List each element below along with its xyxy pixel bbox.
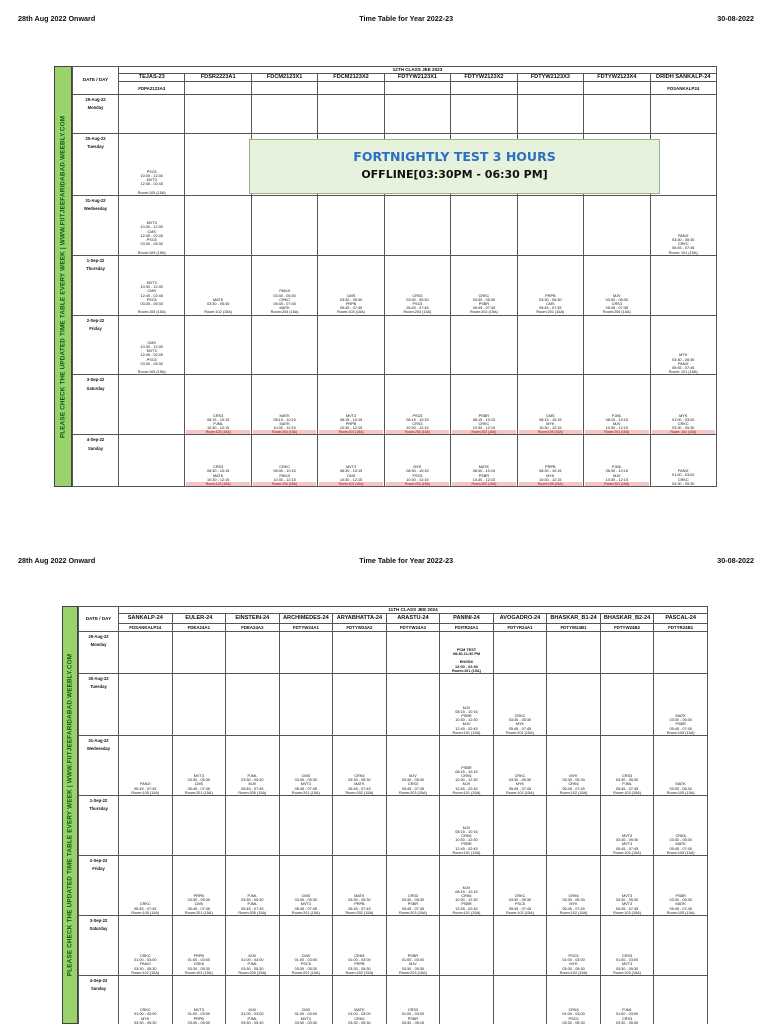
schedule-cell: CMS 01:00 - 03:00 MVT3 03:30 - 05:30 [279,976,333,1024]
corner-label: DATE / DAY [73,67,119,95]
column-header: FDTYW2123X3 [517,74,583,82]
schedule-cell: CRS3 03:30 - 05:30 PSBR 05:45 - 07:45 Room:203 (15A) [386,856,440,916]
day-cell [73,195,119,255]
day-name: Thursday [89,806,108,812]
batch-code [584,82,650,94]
batch-code: FDSANKALP24 [650,82,717,94]
schedule-cell: MYK 01:00 - 03:00 CRKC 03:30 - 05:30 Room: 101 (15A) [650,375,717,435]
schedule-cell [119,796,173,856]
batch-code: FDTYW24B1 [547,624,601,632]
day-name: Friday [92,866,105,872]
schedule-cell [318,315,384,375]
column-header-row [79,614,708,624]
day-date: 2-Sep-22 [86,317,105,323]
column-header: FDSR2223A1 [185,74,251,82]
schedule-cell [650,255,717,315]
column-header: FDTYW2123X2 [451,74,517,82]
schedule-cell [384,315,450,375]
batch-code: FDTYR24A1 [493,624,547,632]
batch-code: FDTYW24A1 [279,624,333,632]
batch-code-row [79,624,708,632]
day-cell [79,796,119,856]
sheet-title: 12TH CLASS JEE 2023 [119,67,717,74]
schedule-cell [493,916,547,976]
day-cell [73,255,119,315]
schedule-cell: MVT3 01:00 - 03:00 PRPB 03:30 - 05:30 [172,976,226,1024]
schedule-cell: MJV 01:00 - 03:00 PJML 03:30 - 05:30 Room:205 (15A) [226,916,280,976]
column-header: PANINI-24 [440,614,494,624]
header-right: 30-08-2022 [717,14,754,23]
day-name: Tuesday [90,684,107,690]
column-header: ARCHIMEDES-24 [279,614,333,624]
column-header: FDTYW2123X1 [384,74,450,82]
schedule-cell: MJV 08:15 - 10:15 PSBR 10:30 - 12:30 MJV 12:45 - 02:45 Room:101 (15A) [440,674,494,736]
room-label: Room:201 (15A) [585,430,648,434]
schedule-cell [318,94,384,133]
schedule-cell: MJV 08:15 - 10:15 CRK6 10:30 - 12:30 PSBR 12:45 - 02:45 Room:101 (15A) [440,796,494,856]
schedule-cell [517,315,583,375]
timetable-11th [78,606,708,1024]
day-date: 29-Aug-22 [88,634,109,639]
schedule-cell [318,195,384,255]
schedule-cell: PRPB 03:30 - 05:30 CMS 05:45 - 07:45 Room:201 (15A) [517,255,583,315]
day-date: 3-Sep-22 [86,377,105,383]
corner-label: DATE / DAY [79,607,119,632]
side-text-2: PLEASE CHECK THE UPDATED TIME TABLE EVERY WEEK | WWW.FIITJEEFARIDABAD.WEEBLY.COM [66,653,74,977]
day-cell [73,435,119,487]
schedule-cell: PSC5 01:00 - 03:00 MYK 03:30 - 05:30 Room:102 (15A) [547,916,601,976]
schedule-cell: CRS3 01:00 - 03:00 MVT3 03:30 - 05:30 Room:103 (15A) [600,916,654,976]
room-label: Room:201 (15A) [585,482,648,486]
schedule-cell: PANJI 05:45 - 07:45 Room:105 (15A) [119,736,173,796]
schedule-cell [386,796,440,856]
batch-code [517,82,583,94]
schedule-cell [185,195,251,255]
day-name: Monday [90,642,107,648]
side-banner-2 [62,606,78,1024]
day-name: Saturday [89,926,108,932]
schedule-cell: CRKC 05:45 - 07:45 Room:105 (15A) [119,856,173,916]
schedule-cell: MATK 03:30 - 05:30 Room:105 (15A) [654,736,708,796]
day-name: Wednesday [83,206,108,212]
batch-code: FDTYW24A2 [333,624,387,632]
schedule-cell [451,195,517,255]
schedule-cell [584,315,650,375]
batch-code: FDTYR24B1 [654,624,708,632]
day-cell [73,375,119,435]
schedule-cell: PANJI 01:00 - 03:00 CRKC 03:30 - 05:30 [650,435,717,487]
schedule-cell [451,94,517,133]
schedule-cell: PJML 01:00 - 03:00 CRS3 03:30 - 05:30 [600,976,654,1024]
table-row [73,375,717,435]
schedule-cell: CRS3 08:30 - 10:15 MATK 10:30 - 12:15 Room:102 (15A) [185,435,251,487]
schedule-cell [333,796,387,856]
day-date: 31-Aug-22 [88,738,109,743]
schedule-cell: MVT3 08:30 - 10:15 CMS 10:30 - 12:15 Room:101 (15A) [318,435,384,487]
table-row [73,94,717,133]
batch-code [185,82,251,94]
schedule-cell: MJV 03:30 - 05:30 CRS3 05:45 - 07:45 Room:203 (15A) [386,736,440,796]
schedule-cell [119,94,185,133]
schedule-cell: MATK 03:30 - 05:30 PSBR 05:45 - 07:45 Room:105 (15A) [654,674,708,736]
schedule-cell [333,674,387,736]
day-cell [79,976,119,1024]
schedule-cell: CRK6 03:30 - 05:30 MATK 05:45 - 07:45 Room:105 (15A) [654,796,708,856]
schedule-cell: CRK6 03:30 - 05:30 MATK 05:45 - 07:45 Room:202 (15A) [333,736,387,796]
batch-code: FDSANKALP24 [119,624,173,632]
schedule-cell: MYK 03:30 - 05:30 PANJI 05:45 - 07:45 Room: 101 (15A) [650,315,717,375]
batch-code [451,82,517,94]
schedule-cell: CRS3 08:15 - 10:15 PJML 10:30 - 12:15 Room:102 (15A) [185,375,251,435]
column-header: FDCM2123X2 [318,74,384,82]
schedule-cell [226,674,280,736]
side-banner [54,66,72,487]
day-date: 29-Aug-22 [85,96,106,102]
schedule-cell [172,796,226,856]
schedule-cell [654,976,708,1024]
schedule-cell: CMS 03:30 - 05:30 PRPB 05:45 - 07:45 Room:103 (15A) [318,255,384,315]
schedule-cell: PRPB 08:30 - 10:15 MYK 10:30 - 12:15 Room:105 (15A) [517,435,583,487]
schedule-cell [650,94,717,133]
schedule-cell: PANJI 03:30 - 05:30 CRKC 05:45 - 07:45 MATK Room:204 (15A) [251,255,317,315]
schedule-cell [440,976,494,1024]
schedule-cell [172,632,226,674]
room-label: Room:203 (15A) [386,430,449,434]
day-date: 1-Sep-22 [86,257,105,263]
test-banner [249,139,660,194]
schedule-cell: MATK 08:30 - 10:15 PSBR 10:30 - 12:15 Room:202 (15A) [451,435,517,487]
column-header: BHASKAR_B2-24 [600,614,654,624]
schedule-cell: PJML 03:30 - 05:30 MJV 05:45 - 07:45 Room:205 (15A) [226,736,280,796]
schedule-cell: CRKC 01:00 - 03:00 MYK 03:30 - 05:30 [119,976,173,1024]
schedule-cell [185,94,251,133]
schedule-cell: CRKC 03:30 - 05:30 MYK 05:45 - 07:45 Room:201 (15A) [493,674,547,736]
day-cell [79,632,119,674]
schedule-cell: MJV 01:00 - 03:00 PJML 03:30 - 05:30 [226,976,280,1024]
day-name: Sunday [90,986,107,992]
timetable-12th [72,66,717,487]
schedule-cell: CMS 03:30 - 05:30 MVT3 05:45 - 07:45 Room:201 (15A) [279,736,333,796]
day-name: Monday [87,105,104,111]
batch-code-row [73,82,717,94]
day-name: Saturday [86,385,105,391]
schedule-cell: MJV 08:15 - 10:15 CRK6 10:30 - 12:30 PSBR 12:45 - 02:45 Room:101 (15A) [440,856,494,916]
room-label: Room:204 (15A) [253,430,316,434]
schedule-cell: MVT3 03:30 - 05:30 MVT3 05:45 - 07:45 Room:103 (15A) [600,856,654,916]
schedule-cell [119,375,185,435]
table-row [73,255,717,315]
room-label: Room:202 (15A) [452,482,515,486]
table-row [79,856,708,916]
schedule-cell [451,315,517,375]
schedule-cell [440,916,494,976]
column-header: EINSTEIN-24 [226,614,280,624]
schedule-cell: PSBR 08:15 - 10:15 CRKC 10:30 - 12:15 Room:202 (15A) [451,375,517,435]
header-left-2: 28th Aug 2022 Onward [18,556,96,565]
schedule-cell [584,195,650,255]
schedule-cell: PJML 03:30 - 05:30 PJML 05:45 - 07:45 Room:205 (15A) [226,856,280,916]
column-header: ARYABHATTA-24 [333,614,387,624]
schedule-cell: PJML 08:15 - 10:15 MJV 10:30 - 12:15 Room:201 (15A) [584,375,650,435]
schedule-cell: PSC5 08:15 - 10:15 CRS3 10:30 - 12:15 Room:203 (15A) [384,375,450,435]
schedule-cell: CRKC 08:30 - 10:15 PANJI 10:30 - 12:15 Room:104 (15A) [251,435,317,487]
schedule-cell [226,796,280,856]
schedule-cell: MJV 03:30 - 05:30 CRS3 05:45 - 07:45 Room:205 (15A) [584,255,650,315]
schedule-cell [654,632,708,674]
room-label: Room: 101 (15A) [652,430,716,434]
column-header: AVOGADRO-24 [493,614,547,624]
day-date: 4-Sep-22 [89,978,108,983]
day-cell [79,674,119,736]
schedule-cell [493,632,547,674]
sheet-title: 11TH CLASS JEE 2024 [119,607,708,614]
room-label: Room:201 (15A) [319,430,382,434]
schedule-cell [251,195,317,255]
day-date: 30-Aug-22 [85,136,106,142]
table-row [79,632,708,674]
column-header: DRIDH SANKALP-24 [650,74,717,82]
column-header-row [73,74,717,82]
schedule-cell [251,315,317,375]
schedule-cell [547,796,601,856]
column-header: ARASTU-24 [386,614,440,624]
day-date: 2-Sep-22 [89,858,108,863]
column-header: PASCAL-24 [654,614,708,624]
day-name: Tuesday [87,144,104,150]
schedule-cell: PSBR 08:15 - 10:15 CRK6 10:30 - 12:30 MJV 12:45 - 02:45 Room:101 (15A) [440,736,494,796]
schedule-cell: MATK 08:15 - 10:15 MATK 10:30 - 12:15 Room:204 (15A) [251,375,317,435]
schedule-cell [226,632,280,674]
schedule-cell: CMS 08:15 - 10:15 MYK 10:30 - 12:15 Room:105 (15A) [517,375,583,435]
schedule-cell: CRKC 03:30 - 05:30 PSBR 05:45 - 07:45 Room:202 (15A) [451,255,517,315]
table-row [79,736,708,796]
schedule-cell: PSC5 10:30 - 12:30 MVT3 12:45 - 02:45 Room:105 (15A) [119,134,185,196]
schedule-cell: CRKC 01:00 - 03:00 PANJI 03:30 - 05:30 Room:102 (15A) [119,916,173,976]
room-label: Room:105 (15A) [519,482,582,486]
schedule-cell [600,632,654,674]
batch-code [251,82,317,94]
schedule-cell: PRPB 01:00 - 03:00 CRK6 03:30 - 05:30 Room:103 (15A) [172,916,226,976]
header-center-2: Time Table for Year 2022-23 [359,556,454,565]
schedule-cell: PCM TEST 08:30-11:30 PM ENGSK 12:00 - 02:30 Room:101 (15A) [440,632,494,674]
batch-code: FDPA2123A3 [119,82,185,94]
table-row [73,315,717,375]
day-cell [73,134,119,196]
schedule-cell: MATK 03:30 - 05:30 Room:102 (15A) [185,255,251,315]
schedule-cell: CRK6 03:30 - 05:30 MYK 05:45 - 07:45 Room:102 (15A) [547,856,601,916]
schedule-cell: MATK 01:00 - 03:00 CRK6 03:30 - 05:30 [333,976,387,1024]
schedule-cell [654,916,708,976]
schedule-cell: MYK 03:30 - 05:30 CRK6 05:45 - 07:45 Room:102 (15A) [547,736,601,796]
schedule-cell [517,94,583,133]
day-name: Thursday [86,266,105,271]
batch-code: FDEA24A2 [226,624,280,632]
title-row [73,67,717,74]
schedule-cell: MVT3 08:15 - 10:15 PRPB 10:30 - 12:15 Room:201 (15A) [318,375,384,435]
day-cell [79,736,119,796]
schedule-cell: CRKC 03:30 - 05:30 MYK 05:45 - 07:45 Room:102 (15A) [493,736,547,796]
schedule-cell: CMS 03:30 - 05:30 MVT3 05:45 - 07:45 Room:201 (15A) [279,856,333,916]
schedule-cell: PSBR 03:30 - 05:30 MATK 05:45 - 07:45 Room:105 (15A) [654,856,708,916]
day-cell [73,315,119,375]
room-label: Room:105 (15A) [519,430,582,434]
table-row [73,435,717,487]
schedule-cell [547,674,601,736]
banner-line-1: FORTNIGHTLY TEST 3 HOURS [353,149,556,164]
day-cell [79,856,119,916]
column-header: BHASKAR_B1-24 [547,614,601,624]
schedule-cell: CRS3 01:00 - 03:00 PSBR 03:30 - 05:15 [386,976,440,1024]
header-left: 28th Aug 2022 Onward [18,14,96,23]
room-label: Room:203 (15A) [386,482,449,486]
schedule-cell: CMS 01:00 - 03:00 PSC5 03:30 - 05:30 Room:201 (15A) [279,916,333,976]
title-row [79,607,708,614]
table-row [79,796,708,856]
schedule-cell: PJML 08:30 - 10:15 MJV 10:30 - 12:15 Room:201 (15A) [584,435,650,487]
side-text: PLEASE CHECK THE UPDATED TIME TABLE EVERY WEEK | WWW.FIITJEEFARIDABAD.WEEBLY.COM [59,115,67,438]
schedule-cell [279,632,333,674]
table-row [79,916,708,976]
room-label: Room:104 (15A) [253,482,316,486]
day-name: Sunday [87,445,104,451]
schedule-cell [384,195,450,255]
day-date: 1-Sep-22 [89,798,108,803]
room-label: Room:102 (15A) [186,482,249,486]
schedule-cell [600,674,654,736]
schedule-cell [279,674,333,736]
day-name: Wednesday [86,746,111,752]
batch-code: FDEA24A1 [172,624,226,632]
schedule-cell: CRKC 03:30 - 05:30 PSC5 05:45 - 07:45 Room:102 (15A) [493,856,547,916]
schedule-cell [333,632,387,674]
day-date: 30-Aug-22 [88,676,109,681]
day-date: 31-Aug-22 [85,197,106,203]
column-header: EULER-24 [172,614,226,624]
schedule-cell: MVT3 10:30 - 12:30 CMS 12:45 - 02:45 PSC5 03:30 - 05:30 Room:105 (15A) [119,195,185,255]
batch-code: FDTYW24B2 [600,624,654,632]
schedule-cell [386,632,440,674]
batch-code [384,82,450,94]
schedule-cell [384,94,450,133]
banner-line-2: OFFLINE[03:30PM - 06:30 PM] [361,168,548,181]
schedule-cell [517,195,583,255]
table-row [79,976,708,1024]
schedule-cell: CRK6 01:00 - 03:00 PSC5 03:30 - 05:30 [547,976,601,1024]
schedule-cell [119,674,173,736]
table-row [73,195,717,255]
header-right-2: 30-08-2022 [717,556,754,565]
schedule-cell [279,796,333,856]
room-label: Room:202 (15A) [452,430,515,434]
room-label: Room:101 (15A) [319,482,382,486]
batch-code [318,82,384,94]
room-label: Room:102 (15A) [186,430,249,434]
schedule-cell [185,134,251,196]
schedule-cell: CRS3 03:30 - 05:30 PJML 05:45 - 07:45 Room:103 (15A) [600,736,654,796]
schedule-cell [386,674,440,736]
schedule-cell: MVT3 10:30 - 12:30 CMS 12:45 - 02:45 PSC5 03:30 - 05:30 Room:105 (15A) [119,255,185,315]
schedule-cell: MYK 08:30 - 10:15 PSC5 10:30 - 12:15 Room:203 (15A) [384,435,450,487]
day-cell [79,916,119,976]
schedule-cell: MATK 03:30 - 05:30 PRPB 05:45 - 07:45 Room:202 (15A) [333,856,387,916]
schedule-cell [547,632,601,674]
schedule-cell: CRS3 03:30 - 05:30 PSC5 05:45 - 07:45 Room:203 (15A) [384,255,450,315]
column-header: SANKALP-24 [119,614,173,624]
schedule-cell: PRPB 03:30 - 05:30 CMS 05:45 - 07:45 Room:201 (15A) [172,856,226,916]
table-row [79,674,708,736]
day-date: 4-Sep-22 [86,437,105,443]
day-name: Friday [89,325,102,331]
schedule-cell [185,315,251,375]
column-header: TEJAS-23 [119,74,185,82]
schedule-cell: MVT3 03:30 - 05:30 CMS 05:45 - 07:45 Room:201 (15A) [172,736,226,796]
page-header-2 [18,556,754,568]
schedule-cell: MVT3 03:30 - 05:30 MVT3 05:45 - 07:45 Room:103 (15A) [600,796,654,856]
day-cell [73,94,119,133]
schedule-cell [251,94,317,133]
schedule-cell: PSBR 01:00 - 03:00 MJV 03:30 - 05:30 Room:203 (15A) [386,916,440,976]
schedule-cell: PANJI 03:30 - 05:30 CRKC 05:45 - 07:45 Room: 101 (15A) [650,195,717,255]
schedule-cell [119,632,173,674]
schedule-cell [584,94,650,133]
column-header: FDTYW2123X4 [584,74,650,82]
batch-code: FDITR24A1 [440,624,494,632]
schedule-cell [119,435,185,487]
schedule-cell: CMS 10:30 - 12:30 MVT3 12:45 - 02:45 PSC5 03:30 - 05:30 Room:105 (15A) [119,315,185,375]
schedule-cell [172,674,226,736]
schedule-cell: CRK6 01:00 - 03:00 PRPB 03:30 - 05:30 Room:202 (15A) [333,916,387,976]
header-center: Time Table for Year 2022-23 [359,14,454,23]
day-date: 3-Sep-22 [89,918,108,923]
column-header: FDCM2123X1 [251,74,317,82]
schedule-cell [493,976,547,1024]
page-header-1 [18,14,754,26]
batch-code: FDTYW24A3 [386,624,440,632]
schedule-cell [493,796,547,856]
